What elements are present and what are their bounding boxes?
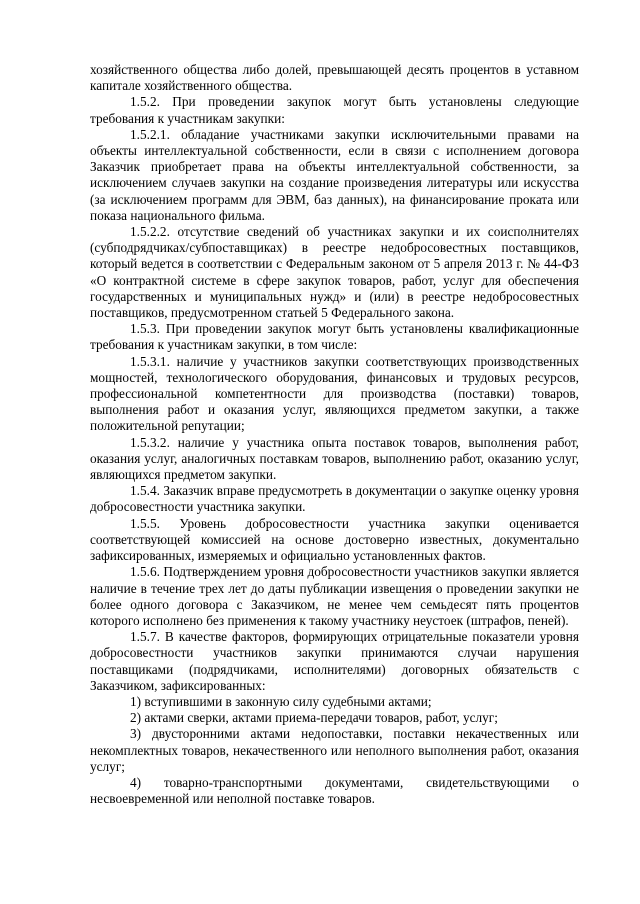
paragraph-1-5-3: 1.5.3. При проведении закупок могут быть установлены квалификационные требования к участникам закупки, в том числе: xyxy=(90,321,579,353)
paragraph-1-5-4: 1.5.4. Заказчик вправе предусмотреть в документации о закупке оценку уровня добросовестности участника закупки. xyxy=(90,483,579,515)
paragraph-1-5-6: 1.5.6. Подтверждением уровня добросовестности участников закупки является наличие в течение трех лет до даты публикации извещения о проведении закупки не более одного договора с Заказчиком, не менее чем семьдесят пять процентов которого исполнено без применения к такому участнику неустоек (штрафов, пеней). xyxy=(90,564,579,628)
list-item-2: 2) актами сверки, актами приема-передачи товаров, работ, услуг; xyxy=(130,710,498,726)
list-item-4: 4) товарно-транспортными документами, свидетельствующими о несвоевременной или неполной поставке товаров. xyxy=(90,774,579,807)
paragraph-1-5-2-1: 1.5.2.1. обладание участниками закупки исключительными правами на объекты интеллектуальной собственности, если в связи с исполнением договора Заказчик приобретает права на объекты интеллектуальной собственности, за исключением случаев закупки на создание произведения литературы или искусства (за исключением программ для ЭВМ, баз данных), на финансирование проката или показа национального фильма. xyxy=(90,126,579,223)
paragraph-continuation: хозяйственного общества либо долей, превышающей десять процентов в уставном капитале хозяйственного общества. xyxy=(90,62,579,94)
paragraph-1-5-5: 1.5.5. Уровень добросовестности участника закупки оценивается соответствующей комиссией на основе достоверно известных, документально зафиксированных, измеряемых и официально установленных фактов. xyxy=(90,515,579,564)
list-item-1: 1) вступившими в законную силу судебными актами; xyxy=(130,693,432,709)
paragraph-1-5-2: 1.5.2. При проведении закупок могут быть установлены следующие требования к участникам закупки: xyxy=(90,94,579,126)
paragraph-1-5-2-2: 1.5.2.2. отсутствие сведений об участниках закупки и их соисполнителях (субподрядчиках/субпоставщиках) в реестре недобросовестных поставщиков, который ведется в соответствии с Федеральным законом от 5 апреля 2013 г. № 44-ФЗ «О контрактной системе в сфере закупок товаров, работ, услуг для обеспечения государственных и муниципальных нужд» и (или) в реестре недобросовестных поставщиков, предусмотренном статьей 5 Федерального закона. xyxy=(90,224,579,321)
paragraph-1-5-3-1: 1.5.3.1. наличие у участников закупки соответствующих производственных мощностей, технологического оборудования, финансовых и трудовых ресурсов, профессиональной компетентности для производства (поставки) товаров, выполнения работ и оказания услуг, являющихся предметом закупки, а также положительной репутации; xyxy=(90,353,579,434)
document-page xyxy=(90,62,579,807)
paragraph-1-5-7: 1.5.7. В качестве факторов, формирующих отрицательные показатели уровня добросовестности участников закупки принимаются случаи нарушения поставщиками (подрядчиками, исполнителями) договорных обязательств с Заказчиком, зафиксированных: xyxy=(90,629,579,693)
list-item-3: 3) двусторонними актами недопоставки, поставки некачественных или некомплектных товаров, некачественного или неполного выполнения работ, оказания услуг; xyxy=(90,726,579,774)
paragraph-1-5-3-2: 1.5.3.2. наличие у участника опыта поставок товаров, выполнения работ, оказания услуг, аналогичных поставкам товаров, выполнению работ, оказанию услуг, являющихся предметом закупки. xyxy=(90,434,579,483)
